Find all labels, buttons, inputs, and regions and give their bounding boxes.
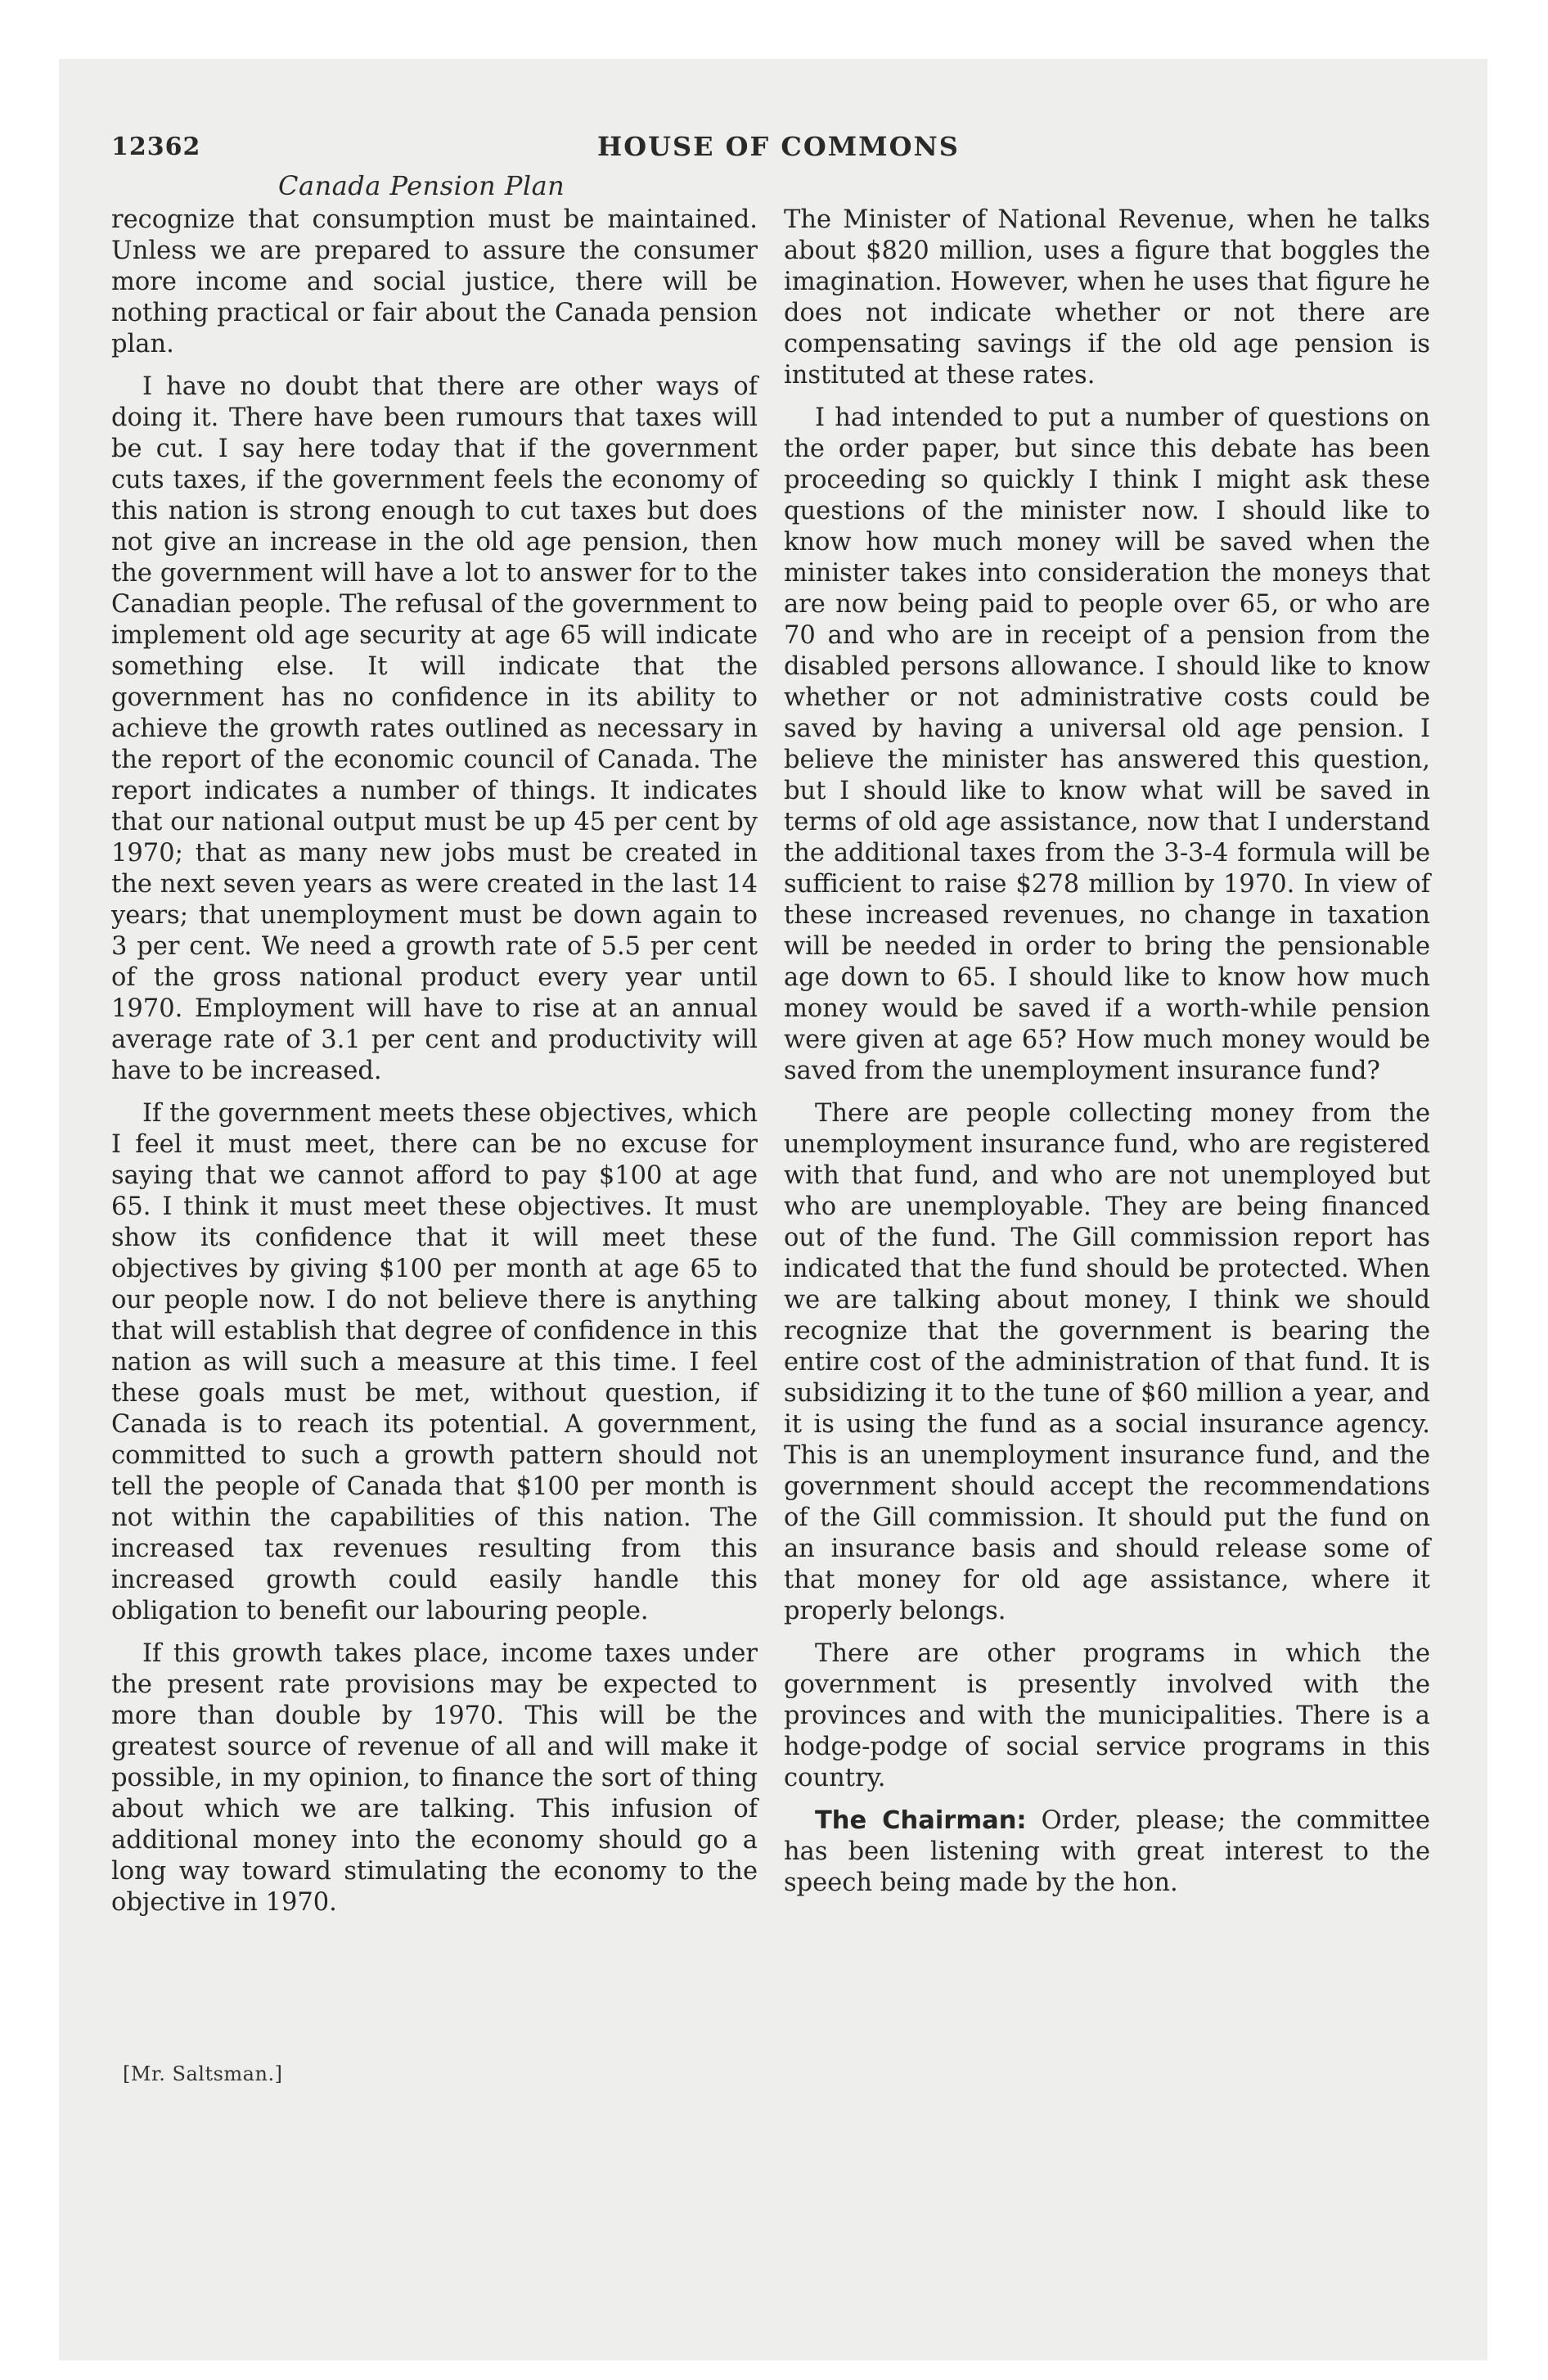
page-number: 12362	[111, 133, 201, 161]
running-head: HOUSE OF COMMONS	[597, 131, 960, 162]
paragraph: recognize that consumption must be maintained. Unless we are prepared to assure the consumer more income and social justice, there will be nothing practical or fair about the Canada pension plan.	[111, 205, 758, 358]
paragraph: There are other programs in which the government is presently involved with the provinces and with the municipalities. There is a hodge-podge of social service programs in this country.	[784, 1639, 1430, 1792]
speaker-name: The Chairman:	[815, 1806, 1027, 1835]
paragraph: The Minister of National Revenue, when he talks about $820 million, uses a figure that boggles the imagination. However, when he uses that figure he does not indicate whether or not there are compensating savings if the old age pension is instituted at these rates.	[784, 205, 1430, 390]
paragraph-chairman	[784, 1805, 1430, 1899]
paragraph: If this growth takes place, income taxes under the present rate provisions may be expected to more than double by 1970. This will be the greatest source of revenue of all and will make it possible, in my opinion, to finance the sort of thing about which we are talking. This infusion of additional money into the economy should go a long way toward stimulating the economy to the objective in 1970.	[111, 1639, 758, 1917]
speaker-attribution: [Mr. Saltsman.]	[123, 2062, 283, 2085]
right-column	[784, 205, 1430, 1910]
paragraph: I have no doubt that there are other ways of doing it. There have been rumours that taxes will be cut. I say here today that if the government cuts taxes, if the government feels the economy of this nation is strong enough to cut taxes but does not give an increase in the old age pension, then the government will have a lot to answer for to the Canadian people. The refusal of the government to implement old age security at age 65 will indicate something else. It will indicate that the government has no confidence in its ability to achieve the growth rates outlined as necessary in the report of the economic council of Canada. The report indicates a number of things. It indicates that our national output must be up 45 per cent by 1970; that as many new jobs must be created in the next seven years as were created in the last 14 years; that unemployment must be down again to 3 per cent. We need a growth rate of 5.5 per cent of the gross national product every year until 1970. Employment will have to rise at an annual average rate of 3.1 per cent and productivity will have to be increased.	[111, 372, 758, 1085]
paragraph: If the government meets these objectives, which I feel it must meet, there can be no excuse for saying that we cannot afford to pay $100 at age 65. I think it must meet these objectives. It must show its confidence that it will meet these objectives by giving $100 per month at age 65 to our people now. I do not believe there is anything that will establish that degree of confidence in this nation as will such a measure at this time. I feel these goals must be met, without question, if Canada is to reach its potential. A government, committed to such a growth pattern should not tell the people of Canada that $100 per month is not within the capabilities of this nation. The increased tax revenues resulting from this increased growth could easily handle this obligation to benefit our labouring people.	[111, 1099, 758, 1625]
left-column	[111, 205, 758, 1930]
paragraph: I had intended to put a number of questions on the order paper, but since this debate has been proceeding so quickly I think I might ask these questions of the minister now. I should like to know how much money will be saved when the minister takes into consideration the moneys that are now being paid to people over 65, or who are 70 and who are in receipt of a pension from the disabled persons allowance. I should like to know whether or not administrative costs could be saved by having a universal old age pension. I believe the minister has answered this question, but I should like to know what will be saved in terms of old age assistance, now that I understand the additional taxes from the 3-3-4 formula will be sufficient to raise $278 million by 1970. In view of these increased revenues, no change in taxation will be needed in order to bring the pensionable age down to 65. I should like to know how much money would be saved if a worth-while pension were given at age 65? How much money would be saved from the unemployment insurance fund?	[784, 403, 1430, 1085]
section-title: Canada Pension Plan	[278, 170, 565, 201]
paragraph: There are people collecting money from the unemployment insurance fund, who are registered with that fund, and who are not unemployed but who are unemployable. They are being financed out of the fund. The Gill commission report has indicated that the fund should be protected. When we are talking about money, I think we should recognize that the government is bearing the entire cost of the administration of that fund. It is subsidizing it to the tune of $60 million a year, and it is using the fund as a social insurance agency. This is an unemployment insurance fund, and the government should accept the recommendations of the Gill commission. It should put the fund on an insurance basis and should release some of that money for old age assistance, where it properly belongs.	[784, 1099, 1430, 1625]
speech-text: Order, please; the committee has been listening with great interest to the speech being made by the hon.	[784, 1806, 1430, 1897]
